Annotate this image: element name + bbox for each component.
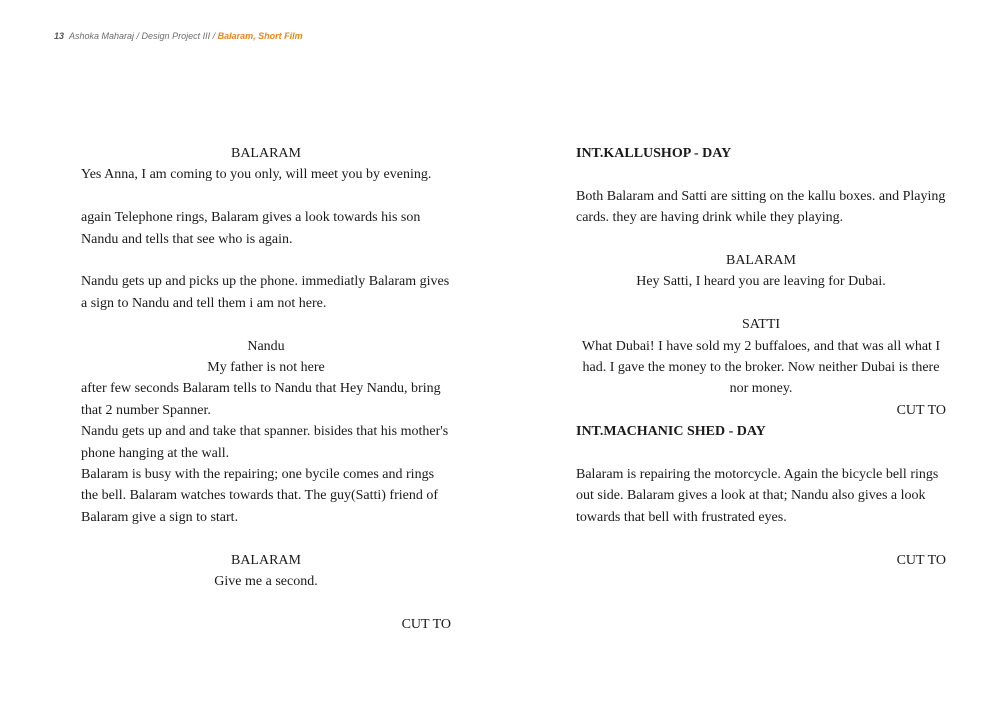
dialogue: My father is not here: [207, 360, 325, 376]
action-line: Balaram is repairing the motorcycle. Again the bicycle bell rings out side. Balaram gives a look at that; Nandu also gives a look towards that bell with frustrated eyes.: [576, 467, 939, 525]
left-column: [81, 143, 451, 635]
transition-cut-to: CUT TO: [401, 616, 451, 632]
character-name: BALARAM: [230, 552, 301, 568]
page-number: 13: [54, 31, 65, 41]
action-line: Nandu gets up and and take that spanner. bisides that his mother's phone hanging at the wall.: [81, 424, 449, 461]
character-name: Nandu: [247, 338, 285, 354]
action-line: again Telephone rings, Balaram gives a look towards his son Nandu and tells that see who is again.: [81, 210, 421, 247]
action-line: after few seconds Balaram tells to Nandu that Hey Nandu, bring that 2 number Spanner.: [81, 381, 441, 418]
scene-heading: INT.KALLUSHOP - DAY: [576, 146, 732, 161]
character-name: SATTI: [741, 317, 781, 333]
header-path: Ashoka Maharaj / Design Project III /: [69, 31, 218, 41]
character-name: BALARAM: [230, 146, 301, 161]
page-header: [54, 31, 303, 41]
action-line: Nandu gets up and picks up the phone. immediatly Balaram gives a sign to Nandu and tell them i am not here.: [81, 274, 450, 311]
action-line: Balaram is busy with the repairing; one bycile comes and rings the bell. Balaram watches towards that. The guy(Satti) friend of Balaram give a sign to start.: [81, 467, 439, 525]
transition-cut-to: CUT TO: [896, 552, 946, 568]
header-highlight: Balaram, Short Film: [217, 31, 303, 41]
dialogue: Yes Anna, I am coming to you only, will meet you by evening.: [81, 167, 432, 183]
action-line: Both Balaram and Satti are sitting on the kallu boxes. and Playing cards. they are having drink while they playing.: [576, 188, 946, 226]
dialogue: Hey Satti, I heard you are leaving for Dubai.: [636, 274, 886, 290]
transition-cut-to: CUT TO: [896, 402, 946, 418]
dialogue: Give me a second.: [214, 574, 318, 590]
scene-heading: INT.MACHANIC SHED - DAY: [576, 424, 766, 440]
right-column: [576, 143, 946, 571]
dialogue: What Dubai! I have sold my 2 buffaloes, and that was all what I had. I gave the money to the broker. Now neither Dubai is there nor money.: [581, 338, 941, 397]
character-name: BALARAM: [725, 253, 796, 268]
